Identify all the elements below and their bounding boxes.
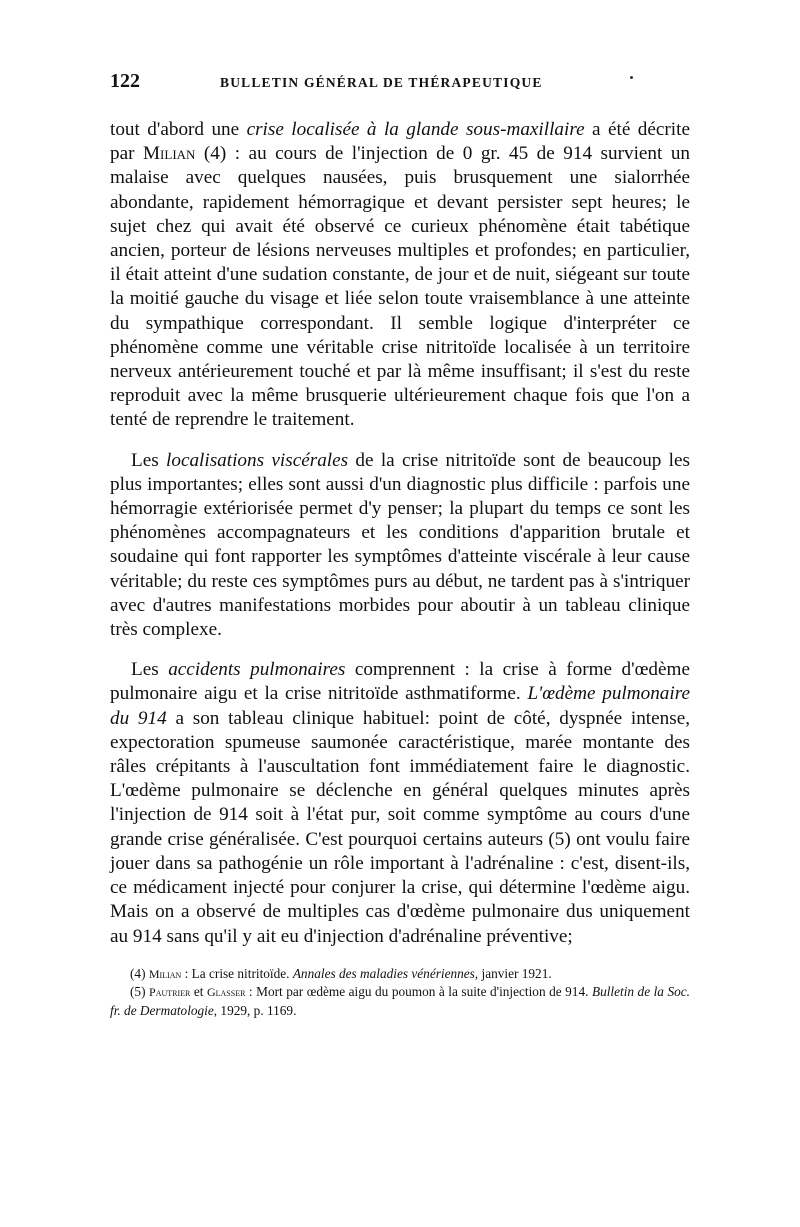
text-segment: tout d'abord une	[110, 119, 247, 140]
running-title: BULLETIN GÉNÉRAL DE THÉRAPEUTIQUE	[220, 75, 543, 90]
text-segment: comprennent : la crise à forme d'œdème pulmonaire aigu et la crise nitritoïde asthmatiforme.	[110, 659, 690, 705]
text-segment: : Mort par œdème aigu du poumon à la suite d'injection de 914.	[245, 984, 592, 1000]
page	[110, 70, 690, 1019]
text-segment: de la crise nitritoïde sont de beaucoup les plus importantes; elles sont aussi d'un diagnostic plus difficile : parfois une hémorragie extériorisée permet d'y penser; la plupart du temps ce sont les phénomènes accompagnateurs et les conditions d'apparition brutale et soudaine qui font rapporter les symptômes d'atteinte viscérale à leur cause véritable; du reste ces symptômes purs au début, ne tardent pas à s'intriquer avec d'autres manifestations morbides pour aboutir à un tableau clinique très complexe.	[110, 449, 690, 641]
text-segment: (4)	[130, 965, 149, 981]
text-segment: Les	[131, 659, 169, 681]
page-header	[110, 70, 690, 110]
text-segment: Milian	[142, 143, 196, 165]
text-segment: crise localisée à la glande sous-maxillaire	[246, 119, 585, 140]
text-segment: a été décrite par	[110, 119, 690, 165]
text-segment: (4) : au cours de l'injection de 0 gr. 45 de 914 survient un malaise avec quelques nausées, puis brusquement une sialorrhée abondante, rapidement hémorragique et devant persister sept heures; le sujet chez qui avait été observé ce curieux phénomène était tabétique ancien, porteur de lésions nerveuses multiples et profondes; en particulier, il était atteint d'une sudation constante, de jour et de nuit, siégeant sur toute la moitié gauche du visage et liée selon toute vraisemblance à une atteinte du sympathique correspondant. Il semble logique d'interpréter ce phénomène comme une véritable crise nitritoïde localisée à un territoire nerveux antérieurement touché et par là même insuffisant; il s'est du reste reproduit avec la même brusquerie ultérieurement chaque fois que l'on a tenté de reprendre le traitement.	[110, 143, 691, 431]
text-segment: Pautrier	[149, 985, 191, 1000]
footnote	[110, 965, 690, 984]
paragraph	[110, 658, 690, 948]
text-segment: , janvier 1921.	[474, 965, 552, 981]
text-segment: et	[190, 984, 207, 1000]
page-number: 122	[110, 70, 140, 92]
text-segment: L'œdème pulmonaire du 914	[110, 683, 690, 729]
text-segment: Bulletin de la Soc. fr. de Dermatologie	[110, 984, 690, 1018]
text-segment: Annales des maladies vénériennes	[292, 965, 475, 981]
footnotes	[110, 965, 690, 1020]
paragraph	[110, 118, 690, 433]
text-segment: Les	[131, 449, 167, 471]
text-segment: Glasser	[206, 985, 246, 1000]
text-segment: a son tableau clinique habituel: point de côté, dyspnée intense, expectoration spumeuse saumonée caractéristique, marée montante des râles crépitants à l'auscultation font immédiatement faire le diagnostic. L'œdème pulmonaire se déclenche en général quelques minutes après l'injection de 914 soit à l'état pur, soit comme symptôme au cours d'une grande crise généralisée. C'est pourquoi certains auteurs (5) ont voulu faire jouer dans sa pathogénie un rôle important à l'adrénaline : c'est, disent-ils, ce médicament injecté pour conjurer la crise, qui détermine l'œdème aigu. Mais on a observé de multiples cas d'œdème pulmonaire dus uniquement au 914 sans qu'il y ait eu d'injection d'adrénaline préventive;	[110, 707, 691, 947]
text-segment: localisations viscérales	[166, 449, 349, 471]
text-segment: (5)	[130, 984, 150, 1000]
text-segment: , 1929, p. 1169.	[213, 1002, 297, 1018]
text-segment: accidents pulmonaires	[168, 659, 346, 681]
text-segment: Milian	[148, 966, 182, 981]
paragraph	[110, 449, 690, 643]
text-segment: : La crise nitritoïde.	[181, 965, 293, 981]
footnote	[110, 983, 690, 1019]
body-text	[110, 118, 690, 949]
